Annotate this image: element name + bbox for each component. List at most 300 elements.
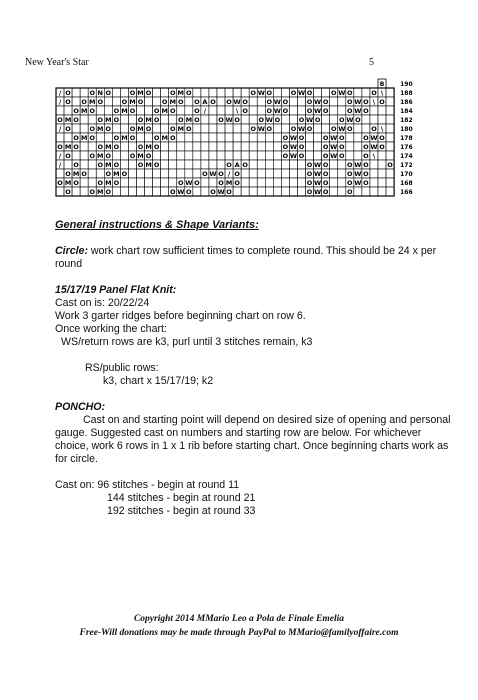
- chart-cell: [281, 178, 289, 187]
- chart-cell: [64, 133, 72, 142]
- chart-cell: [330, 178, 338, 187]
- chart-symbol: O: [105, 152, 112, 160]
- chart-symbol: O: [306, 98, 313, 106]
- chart-symbol: W: [233, 98, 241, 106]
- chart-symbol: O: [282, 134, 289, 142]
- chart-cell: [354, 151, 362, 160]
- chart-symbol: O: [65, 89, 71, 97]
- chart-symbol: /: [58, 89, 62, 97]
- chart-cell: [370, 106, 378, 115]
- poncho-paragraph: Cast on and starting point will depend on desired size of opening and personal gauge. Suggested cast on numbers and starting row are below. For whichever choice, work 6 rows in 1 x 1 rib before starting chart. Once beginning charts work as for circle.: [55, 414, 451, 465]
- chart-symbol: O: [282, 143, 289, 151]
- chart-symbol: O: [105, 89, 112, 97]
- chart-cell: [145, 133, 153, 142]
- chart-cell: [161, 115, 169, 124]
- chart-row-number: 170: [400, 171, 413, 178]
- chart-symbol: O: [186, 125, 192, 133]
- chart-cell: [322, 124, 330, 133]
- chart-symbol: /: [58, 98, 62, 106]
- chart-symbol: W: [297, 125, 306, 133]
- chart-symbol: O: [153, 143, 160, 151]
- chart-symbol: W: [354, 170, 362, 178]
- chart-symbol: O: [137, 143, 144, 151]
- chart-cell: [153, 88, 161, 97]
- chart-cell: [217, 106, 225, 115]
- chart-cell: [80, 187, 88, 196]
- chart-cell: [249, 106, 257, 115]
- chart-cell: [217, 124, 225, 133]
- section-heading: General instructions & Shape Variants:: [55, 219, 259, 231]
- chart-symbol: O: [242, 98, 248, 106]
- chart-symbol: O: [81, 170, 87, 178]
- chart-cell: [233, 124, 241, 133]
- chart-cell: [249, 151, 257, 160]
- chart-cell: [56, 106, 64, 115]
- chart-symbol: O: [282, 107, 289, 115]
- chart-cell: [217, 133, 225, 142]
- chart-symbol: O: [194, 179, 200, 187]
- chart-symbol: M: [97, 152, 104, 160]
- chart-cell: [386, 169, 394, 178]
- chart-cell: [217, 97, 225, 106]
- chart-symbol: M: [64, 179, 72, 187]
- circle-text: work chart row sufficient times to complete round. This should be 24 x per round: [55, 245, 437, 270]
- chart-cell: [56, 133, 64, 142]
- chart-symbol: O: [250, 125, 256, 133]
- chart-symbol: W: [257, 89, 265, 97]
- chart-symbol: /: [227, 170, 231, 178]
- chart-symbol: O: [347, 107, 353, 115]
- chart-cell: [241, 115, 249, 124]
- chart-cell: [338, 160, 346, 169]
- chart-row-number: 188: [400, 90, 413, 97]
- chart-cell: [330, 169, 338, 178]
- chart-cell: [120, 142, 128, 151]
- chart-cell: [145, 178, 153, 187]
- chart-cell: [128, 160, 136, 169]
- chart-cell: [56, 169, 64, 178]
- chart-cell: [306, 142, 314, 151]
- chart-cell: [298, 178, 306, 187]
- chart-cell: [137, 178, 145, 187]
- chart-cell: [88, 169, 96, 178]
- chart-cell: [338, 97, 346, 106]
- chart-cell: [177, 106, 185, 115]
- chart-cell: [128, 142, 136, 151]
- chart-cell: [72, 88, 80, 97]
- chart-symbol: O: [363, 107, 369, 115]
- chart-cell: [225, 133, 233, 142]
- chart-symbol: O: [113, 134, 120, 142]
- poncho-heading: PONCHO:: [55, 401, 106, 413]
- chart-symbol: O: [363, 170, 369, 178]
- chart-cell: [209, 115, 217, 124]
- chart-cell: [161, 178, 169, 187]
- chart-symbol: O: [339, 116, 345, 124]
- chart-cell: [153, 178, 161, 187]
- chart-cell: [209, 142, 217, 151]
- chart-cell: [225, 88, 233, 97]
- chart-cell: [289, 106, 297, 115]
- chart-symbol: M: [145, 143, 152, 151]
- chart-symbol: M: [64, 116, 72, 124]
- chart-cell: [80, 88, 88, 97]
- chart-cell: [289, 115, 297, 124]
- chart-cell: [322, 88, 330, 97]
- chart-symbol: W: [289, 152, 298, 160]
- chart-symbol: O: [306, 170, 313, 178]
- chart-cell: [193, 142, 201, 151]
- chart-symbol: O: [355, 116, 361, 124]
- chart-cell: [112, 187, 120, 196]
- chart-cell: [112, 151, 120, 160]
- chart-symbol: O: [89, 125, 95, 133]
- chart-cell: [177, 133, 185, 142]
- chart-symbol: O: [73, 161, 79, 169]
- chart-symbol: O: [322, 134, 329, 142]
- chart-row-number: 182: [400, 117, 413, 124]
- chart-cell: [169, 160, 177, 169]
- chart-cell: [80, 124, 88, 133]
- chart-cell: [265, 151, 273, 160]
- chart-symbol: M: [137, 152, 144, 160]
- chart-cell: [112, 124, 120, 133]
- chart-cell: [161, 88, 169, 97]
- chart-symbol: O: [387, 161, 393, 169]
- chart-cell: [72, 124, 80, 133]
- chart-symbol: W: [314, 179, 322, 187]
- chart-cell: [185, 160, 193, 169]
- chart-cell: [273, 169, 281, 178]
- chart-cell: [249, 169, 257, 178]
- chart-symbol: O: [65, 188, 71, 196]
- chart-symbol: /: [58, 152, 62, 160]
- chart-symbol: O: [234, 179, 240, 187]
- cast-on-192: 192 stitches - begin at round 33: [107, 505, 256, 517]
- cast-on-144: 144 stitches - begin at round 21: [107, 492, 256, 504]
- chart-symbol: O: [73, 116, 79, 124]
- chart-symbol: \: [380, 125, 384, 133]
- chart-symbol: O: [137, 98, 144, 106]
- chart-symbol: O: [322, 179, 329, 187]
- chart-symbol: M: [105, 143, 112, 151]
- chart-cell: [370, 160, 378, 169]
- chart-cell: [241, 142, 249, 151]
- chart-cell: [128, 115, 136, 124]
- garter-line: Work 3 garter ridges before beginning chart on row 6.: [55, 310, 306, 322]
- chart-symbol: O: [242, 161, 248, 169]
- chart-symbol: W: [370, 134, 378, 142]
- chart-cell: [386, 124, 394, 133]
- chart-cell: [273, 187, 281, 196]
- chart-symbol: W: [314, 107, 322, 115]
- chart-cell: [169, 142, 177, 151]
- chart-cell: [120, 178, 128, 187]
- chart-row-number: 166: [400, 189, 413, 196]
- chart-cell: [161, 151, 169, 160]
- chart-symbol: O: [65, 125, 71, 133]
- chart-symbol: O: [266, 89, 273, 97]
- chart-symbol: O: [105, 170, 112, 178]
- chart-cell: [281, 187, 289, 196]
- chart-symbol: O: [97, 179, 104, 187]
- chart-cell: [281, 160, 289, 169]
- chart-symbol: O: [347, 170, 353, 178]
- chart-symbol: O: [97, 98, 104, 106]
- chart-symbol: O: [65, 98, 71, 106]
- chart-cell: [386, 133, 394, 142]
- chart-cell: [185, 133, 193, 142]
- chart-cell: [314, 124, 322, 133]
- chart-cell: [249, 115, 257, 124]
- chart-symbol: O: [89, 134, 95, 142]
- chart-cell: [96, 169, 104, 178]
- panel-heading: 15/17/19 Panel Flat Knit:: [55, 284, 177, 296]
- chart-cell: [80, 142, 88, 151]
- chart-cell: [128, 169, 136, 178]
- chart-symbol: O: [322, 188, 329, 196]
- chart-symbol: O: [242, 107, 248, 115]
- chart-cell: [177, 151, 185, 160]
- chart-symbol: N: [97, 89, 104, 97]
- cast-on-96: Cast on: 96 stitches - begin at round 11: [55, 479, 240, 491]
- chart-cell: [289, 178, 297, 187]
- chart-symbol: M: [225, 179, 233, 187]
- chart-symbol: O: [347, 98, 353, 106]
- chart-cell: [193, 133, 201, 142]
- chart-cell: [225, 142, 233, 151]
- chart-symbol: O: [121, 170, 128, 178]
- chart-cell: [378, 169, 386, 178]
- chart-cell: [306, 133, 314, 142]
- chart-symbol: O: [153, 161, 160, 169]
- chart-symbol: O: [298, 116, 305, 124]
- chart-cell: [104, 106, 112, 115]
- chart-symbol: O: [113, 116, 120, 124]
- chart-symbol: O: [218, 179, 224, 187]
- chart-cell: [257, 106, 265, 115]
- chart-cell: [145, 169, 153, 178]
- chart-cell: [273, 160, 281, 169]
- chart-cell: [386, 115, 394, 124]
- chart-cell: [233, 88, 241, 97]
- chart-symbol: M: [129, 98, 136, 106]
- chart-cell: [386, 97, 394, 106]
- chart-symbol: O: [290, 125, 297, 133]
- chart-symbol: M: [185, 116, 193, 124]
- chart-symbol: M: [137, 125, 144, 133]
- chart-symbol: O: [73, 179, 79, 187]
- rs-detail-line: k3, chart x 15/17/19; k2: [103, 375, 214, 387]
- page-number: 5: [369, 57, 374, 68]
- chart-cell: [338, 106, 346, 115]
- chart-symbol: W: [265, 116, 273, 124]
- chart-cell: [201, 142, 209, 151]
- pattern-title: New Year's Star: [25, 57, 89, 68]
- chart-row-number: 178: [400, 135, 413, 142]
- chart-symbol: O: [169, 188, 176, 196]
- chart-symbol: W: [370, 143, 378, 151]
- chart-cell: [362, 187, 370, 196]
- chart-symbol: M: [105, 161, 112, 169]
- chart-cell: [185, 97, 193, 106]
- chart-cell: [346, 133, 354, 142]
- chart-symbol: O: [153, 134, 160, 142]
- chart-cell: [209, 88, 217, 97]
- chart-symbol: M: [72, 170, 80, 178]
- chart-cell: [80, 151, 88, 160]
- chart-symbol: O: [250, 89, 256, 97]
- chart-cell: [257, 187, 265, 196]
- chart-cell: [209, 160, 217, 169]
- chart-cell: [217, 151, 225, 160]
- chart-cell: [209, 133, 217, 142]
- chart-symbol: O: [306, 179, 313, 187]
- chart-cell: [112, 88, 120, 97]
- instructions: [55, 219, 455, 518]
- chart-symbol: \: [380, 89, 384, 97]
- chart-cell: [273, 124, 281, 133]
- chart-cell: [56, 187, 64, 196]
- chart-symbol: O: [65, 152, 71, 160]
- chart-cell: [249, 178, 257, 187]
- chart-symbol: O: [266, 98, 273, 106]
- chart-cell: [338, 169, 346, 178]
- chart-symbol: M: [177, 125, 185, 133]
- chart-symbol: O: [129, 107, 136, 115]
- chart-symbol: W: [330, 134, 338, 142]
- chart-cell: [161, 169, 169, 178]
- chart-cell: [201, 151, 209, 160]
- chart-symbol: O: [218, 170, 224, 178]
- chart-symbol: M: [145, 161, 152, 169]
- chart-cell: [370, 187, 378, 196]
- chart-cell: [217, 160, 225, 169]
- chart-symbol: O: [339, 134, 345, 142]
- chart-symbol: M: [177, 89, 185, 97]
- chart-symbol: O: [129, 89, 136, 97]
- chart-cell: [257, 151, 265, 160]
- chart-symbol: O: [145, 152, 152, 160]
- chart-cell: [273, 178, 281, 187]
- chart-cell: [249, 187, 257, 196]
- chart-symbol: M: [105, 179, 112, 187]
- chart-cell: [193, 124, 201, 133]
- chart-symbol: O: [258, 116, 265, 124]
- chart-cell: [72, 97, 80, 106]
- chart-symbol: W: [330, 152, 338, 160]
- rs-rows-line: RS/public rows:: [85, 362, 159, 374]
- chart-symbol: /: [203, 107, 207, 115]
- chart-cell: [145, 106, 153, 115]
- chart-cell: [298, 160, 306, 169]
- chart-symbol: M: [64, 143, 72, 151]
- chart-symbol: O: [226, 161, 232, 169]
- chart-cell: [225, 124, 233, 133]
- chart-symbol: O: [347, 89, 353, 97]
- chart-cell: [201, 160, 209, 169]
- chart-cell: [370, 169, 378, 178]
- chart-cell: [386, 142, 394, 151]
- chart-cell: [330, 97, 338, 106]
- chart-symbol: O: [129, 125, 136, 133]
- chart-symbol: \: [372, 152, 376, 160]
- circle-paragraph: [55, 245, 455, 271]
- chart-cell: [185, 151, 193, 160]
- chart-cell: [273, 133, 281, 142]
- chart-symbol: O: [137, 161, 144, 169]
- chart-symbol: O: [202, 170, 208, 178]
- chart-symbol: O: [379, 134, 385, 142]
- chart-cell: [241, 151, 249, 160]
- chart-symbol: O: [282, 152, 289, 160]
- chart-symbol: O: [306, 188, 313, 196]
- chart-cell: [289, 187, 297, 196]
- chart-symbol: O: [97, 116, 104, 124]
- chart-cell: [128, 187, 136, 196]
- chart-cell: [362, 124, 370, 133]
- chart-cell: [80, 178, 88, 187]
- chart-cell: [201, 115, 209, 124]
- chart-cell: [145, 187, 153, 196]
- chart-symbol: M: [80, 107, 88, 115]
- chart-cell: [273, 88, 281, 97]
- chart-symbol: O: [65, 170, 71, 178]
- chart-cell: [137, 106, 145, 115]
- chart-symbol: O: [234, 170, 240, 178]
- chart-symbol: O: [169, 107, 176, 115]
- chart-symbol: O: [298, 134, 305, 142]
- chart-symbol: M: [137, 89, 144, 97]
- chart-symbol: O: [330, 125, 337, 133]
- chart-symbol: O: [363, 152, 369, 160]
- chart-cell: [314, 142, 322, 151]
- chart-symbol: M: [97, 188, 104, 196]
- chart-symbol: O: [169, 89, 176, 97]
- chart-cell: [354, 187, 362, 196]
- chart-symbol: O: [194, 107, 200, 115]
- chart-symbol: M: [105, 116, 112, 124]
- chart-symbol: /: [58, 161, 62, 169]
- chart-cell: [185, 169, 193, 178]
- chart-cell: [233, 151, 241, 160]
- chart-symbol: W: [217, 188, 225, 196]
- chart-cell: [257, 142, 265, 151]
- chart-cell: [177, 160, 185, 169]
- chart-cell: [120, 151, 128, 160]
- chart-symbol: O: [339, 152, 345, 160]
- chart-cell: [72, 151, 80, 160]
- chart-cell: [273, 142, 281, 151]
- chart-cell: [209, 106, 217, 115]
- chart-symbol: O: [347, 125, 353, 133]
- chart-row-number: 172: [400, 162, 413, 169]
- chart-cell: [233, 142, 241, 151]
- chart-row-number: 190: [400, 81, 413, 88]
- chart-symbol: /: [58, 125, 62, 133]
- chart-cell: [193, 151, 201, 160]
- chart-cell: [217, 142, 225, 151]
- chart-symbol: M: [97, 125, 104, 133]
- chart-symbol: O: [226, 188, 232, 196]
- chart-cell: [273, 151, 281, 160]
- chart-symbol: O: [97, 161, 104, 169]
- chart-cell: [330, 160, 338, 169]
- chart-symbol: O: [113, 143, 120, 151]
- chart-symbol: O: [57, 116, 63, 124]
- chart-cell: [354, 88, 362, 97]
- chart-symbol: O: [347, 161, 353, 169]
